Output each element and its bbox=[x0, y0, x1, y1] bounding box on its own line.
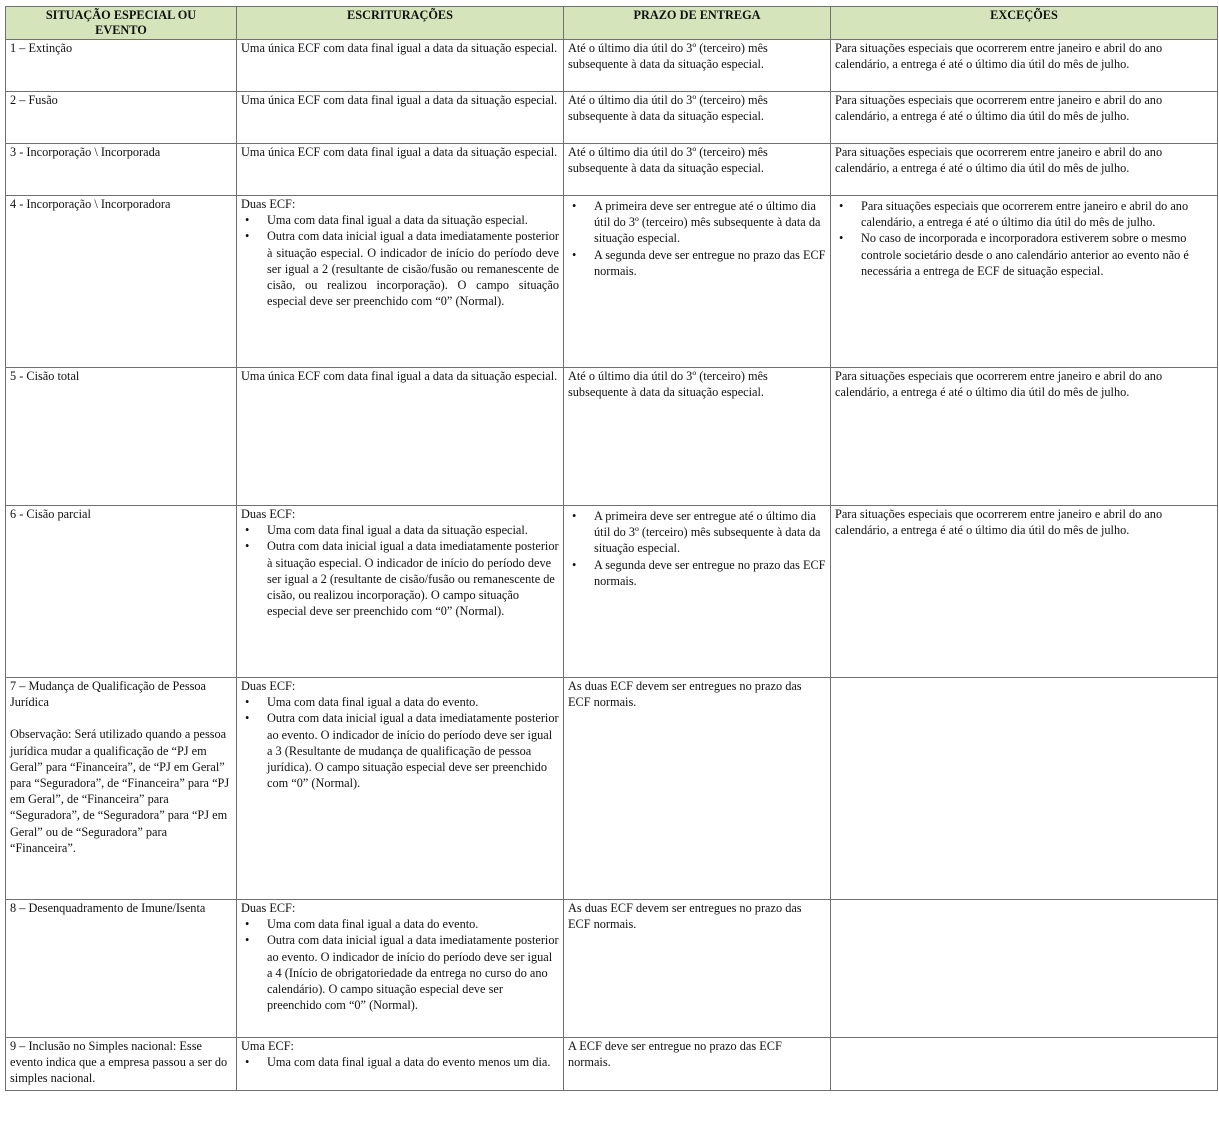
situacao-observacao: Observação: Será utilizado quando a pessoa jurídica mudar a qualificação de “PJ em Geral” para “Financeira”, de “PJ em Geral” para “Seguradora”, de “Financeira” para “PJ em Geral”, de “Financeira” para “Seguradora”, de “Seguradora” para “PJ em Geral” ou de “Seguradora” para “Financeira”. bbox=[10, 727, 230, 855]
cell-prazo: As duas ECF devem ser entregues no prazo das ECF normais. bbox=[564, 678, 831, 900]
list-item: • A segunda deve ser entregue no prazo das ECF normais. bbox=[568, 557, 826, 589]
table-row bbox=[6, 92, 1218, 144]
cell-escrituracoes: Uma única ECF com data final igual a data da situação especial. bbox=[237, 368, 564, 506]
cell-prazo: Até o último dia útil do 3º (terceiro) mês subsequente à data da situação especial. bbox=[564, 144, 831, 196]
escrituracoes-lead: Duas ECF: bbox=[241, 507, 296, 521]
list-item: • A primeira deve ser entregue até o último dia útil do 3º (terceiro) mês subsequente à data da situação especial. bbox=[568, 508, 826, 557]
cell-escrituracoes bbox=[237, 900, 564, 1038]
table-row bbox=[6, 368, 1218, 506]
situacao-title: 7 – Mudança de Qualificação de Pessoa Jurídica bbox=[10, 679, 206, 710]
cell-situacao: 3 - Incorporação \ Incorporada bbox=[6, 144, 237, 196]
cell-prazo: A ECF deve ser entregue no prazo das ECF normais. bbox=[564, 1038, 831, 1091]
cell-excecoes bbox=[831, 678, 1218, 900]
table-row bbox=[6, 900, 1218, 1038]
cell-escrituracoes: Uma única ECF com data final igual a data da situação especial. bbox=[237, 40, 564, 92]
escrituracoes-list bbox=[241, 694, 559, 791]
escrituracoes-list bbox=[241, 212, 559, 309]
list-item: • Uma com data final igual a data da situação especial. bbox=[241, 212, 559, 228]
header-escrituracoes: ESCRITURAÇÕES bbox=[237, 7, 564, 40]
header-excecoes: EXCEÇÕES bbox=[831, 7, 1218, 40]
list-item: • A primeira deve ser entregue até o último dia útil do 3º (terceiro) mês subsequente à data da situação especial. bbox=[568, 198, 826, 247]
escrituracoes-lead: Duas ECF: bbox=[241, 197, 296, 211]
cell-excecoes: Para situações especiais que ocorrerem entre janeiro e abril do ano calendário, a entrega é até o último dia útil do mês de julho. bbox=[831, 368, 1218, 506]
cell-prazo: Até o último dia útil do 3º (terceiro) mês subsequente à data da situação especial. bbox=[564, 368, 831, 506]
cell-situacao: 1 – Extinção bbox=[6, 40, 237, 92]
cell-situacao: 2 – Fusão bbox=[6, 92, 237, 144]
header-situacao: SITUAÇÃO ESPECIAL OU EVENTO bbox=[6, 7, 237, 40]
escrituracoes-list bbox=[241, 1054, 559, 1070]
table-row bbox=[6, 40, 1218, 92]
cell-situacao: 6 - Cisão parcial bbox=[6, 506, 237, 678]
spacer bbox=[10, 710, 232, 726]
cell-excecoes: Para situações especiais que ocorrerem entre janeiro e abril do ano calendário, a entrega é até o último dia útil do mês de julho. bbox=[831, 92, 1218, 144]
list-item: • Uma com data final igual a data do evento menos um dia. bbox=[241, 1054, 559, 1070]
cell-prazo bbox=[564, 506, 831, 678]
cell-prazo bbox=[564, 196, 831, 368]
cell-prazo: Até o último dia útil do 3º (terceiro) mês subsequente à data da situação especial. bbox=[564, 40, 831, 92]
cell-excecoes: Para situações especiais que ocorrerem entre janeiro e abril do ano calendário, a entrega é até o último dia útil do mês de julho. bbox=[831, 506, 1218, 678]
prazo-list bbox=[568, 198, 826, 279]
cell-excecoes bbox=[831, 196, 1218, 368]
header-prazo: PRAZO DE ENTREGA bbox=[564, 7, 831, 40]
list-item: • Outra com data inicial igual a data imediatamente posterior à situação especial. O indicador de início do período deve ser igual a 2 (resultante de cisão/fusão ou remanescente de cisão, ou realizou incorporação). O campo situação especial deve ser preenchido com “0” (Normal). bbox=[241, 538, 559, 619]
excecoes-list bbox=[835, 198, 1213, 279]
table-row bbox=[6, 506, 1218, 678]
cell-excecoes bbox=[831, 1038, 1218, 1091]
escrituracoes-list bbox=[241, 916, 559, 1013]
cell-escrituracoes bbox=[237, 196, 564, 368]
prazo-list bbox=[568, 508, 826, 589]
list-item: • A segunda deve ser entregue no prazo das ECF normais. bbox=[568, 247, 826, 279]
list-item: • Uma com data final igual a data da situação especial. bbox=[241, 522, 559, 538]
cell-escrituracoes bbox=[237, 678, 564, 900]
list-item: • Outra com data inicial igual a data imediatamente posterior ao evento. O indicador de início do período deve ser igual a 4 (Início de obrigatoriedade da entrega no curso do ano calendário). O campo situação especial deve ser preenchido com “0” (Normal). bbox=[241, 932, 559, 1013]
table-row bbox=[6, 144, 1218, 196]
list-item: • Uma com data final igual a data do evento. bbox=[241, 694, 559, 710]
cell-excecoes bbox=[831, 900, 1218, 1038]
cell-escrituracoes bbox=[237, 506, 564, 678]
cell-situacao bbox=[6, 678, 237, 900]
table-row bbox=[6, 1038, 1218, 1091]
header-row bbox=[6, 7, 1218, 40]
cell-prazo: Até o último dia útil do 3º (terceiro) mês subsequente à data da situação especial. bbox=[564, 92, 831, 144]
cell-excecoes: Para situações especiais que ocorrerem entre janeiro e abril do ano calendário, a entrega é até o último dia útil do mês de julho. bbox=[831, 40, 1218, 92]
cell-situacao: 9 – Inclusão no Simples nacional: Esse evento indica que a empresa passou a ser do simples nacional. bbox=[6, 1038, 237, 1091]
cell-situacao: 4 - Incorporação \ Incorporadora bbox=[6, 196, 237, 368]
list-item: • Uma com data final igual a data do evento. bbox=[241, 916, 559, 932]
escrituracoes-lead: Duas ECF: bbox=[241, 679, 296, 693]
list-item: • Outra com data inicial igual a data imediatamente posterior ao evento. O indicador de início do período deve ser igual a 3 (Resultante de mudança de qualificação de pessoa jurídica). O campo situação especial deve ser preenchido com “0” (Normal). bbox=[241, 710, 559, 791]
list-item: • No caso de incorporada e incorporadora estiverem sobre o mesmo controle societário desde o ano calendário anterior ao evento não é necessária a entrega de ECF de situação especial. bbox=[835, 230, 1213, 279]
cell-situacao: 5 - Cisão total bbox=[6, 368, 237, 506]
situacoes-especiais-table bbox=[5, 6, 1218, 1091]
escrituracoes-lead: Uma ECF: bbox=[241, 1039, 294, 1053]
cell-prazo: As duas ECF devem ser entregues no prazo das ECF normais. bbox=[564, 900, 831, 1038]
cell-escrituracoes: Uma única ECF com data final igual a data da situação especial. bbox=[237, 144, 564, 196]
escrituracoes-lead: Duas ECF: bbox=[241, 901, 296, 915]
list-item: • Para situações especiais que ocorrerem entre janeiro e abril do ano calendário, a entrega é até o último dia útil do mês de julho. bbox=[835, 198, 1213, 230]
escrituracoes-list bbox=[241, 522, 559, 619]
cell-escrituracoes: Uma única ECF com data final igual a data da situação especial. bbox=[237, 92, 564, 144]
list-item: • Outra com data inicial igual a data imediatamente posterior à situação especial. O indicador de início do período deve ser igual a 2 (resultante de cisão/fusão ou remanescente de cisão, ou realizou incorporação). O campo situação especial deve ser preenchido com “0” (Normal). bbox=[241, 228, 559, 309]
table-row bbox=[6, 196, 1218, 368]
cell-excecoes: Para situações especiais que ocorrerem entre janeiro e abril do ano calendário, a entrega é até o último dia útil do mês de julho. bbox=[831, 144, 1218, 196]
cell-escrituracoes bbox=[237, 1038, 564, 1091]
table-row bbox=[6, 678, 1218, 900]
cell-situacao: 8 – Desenquadramento de Imune/Isenta bbox=[6, 900, 237, 1038]
